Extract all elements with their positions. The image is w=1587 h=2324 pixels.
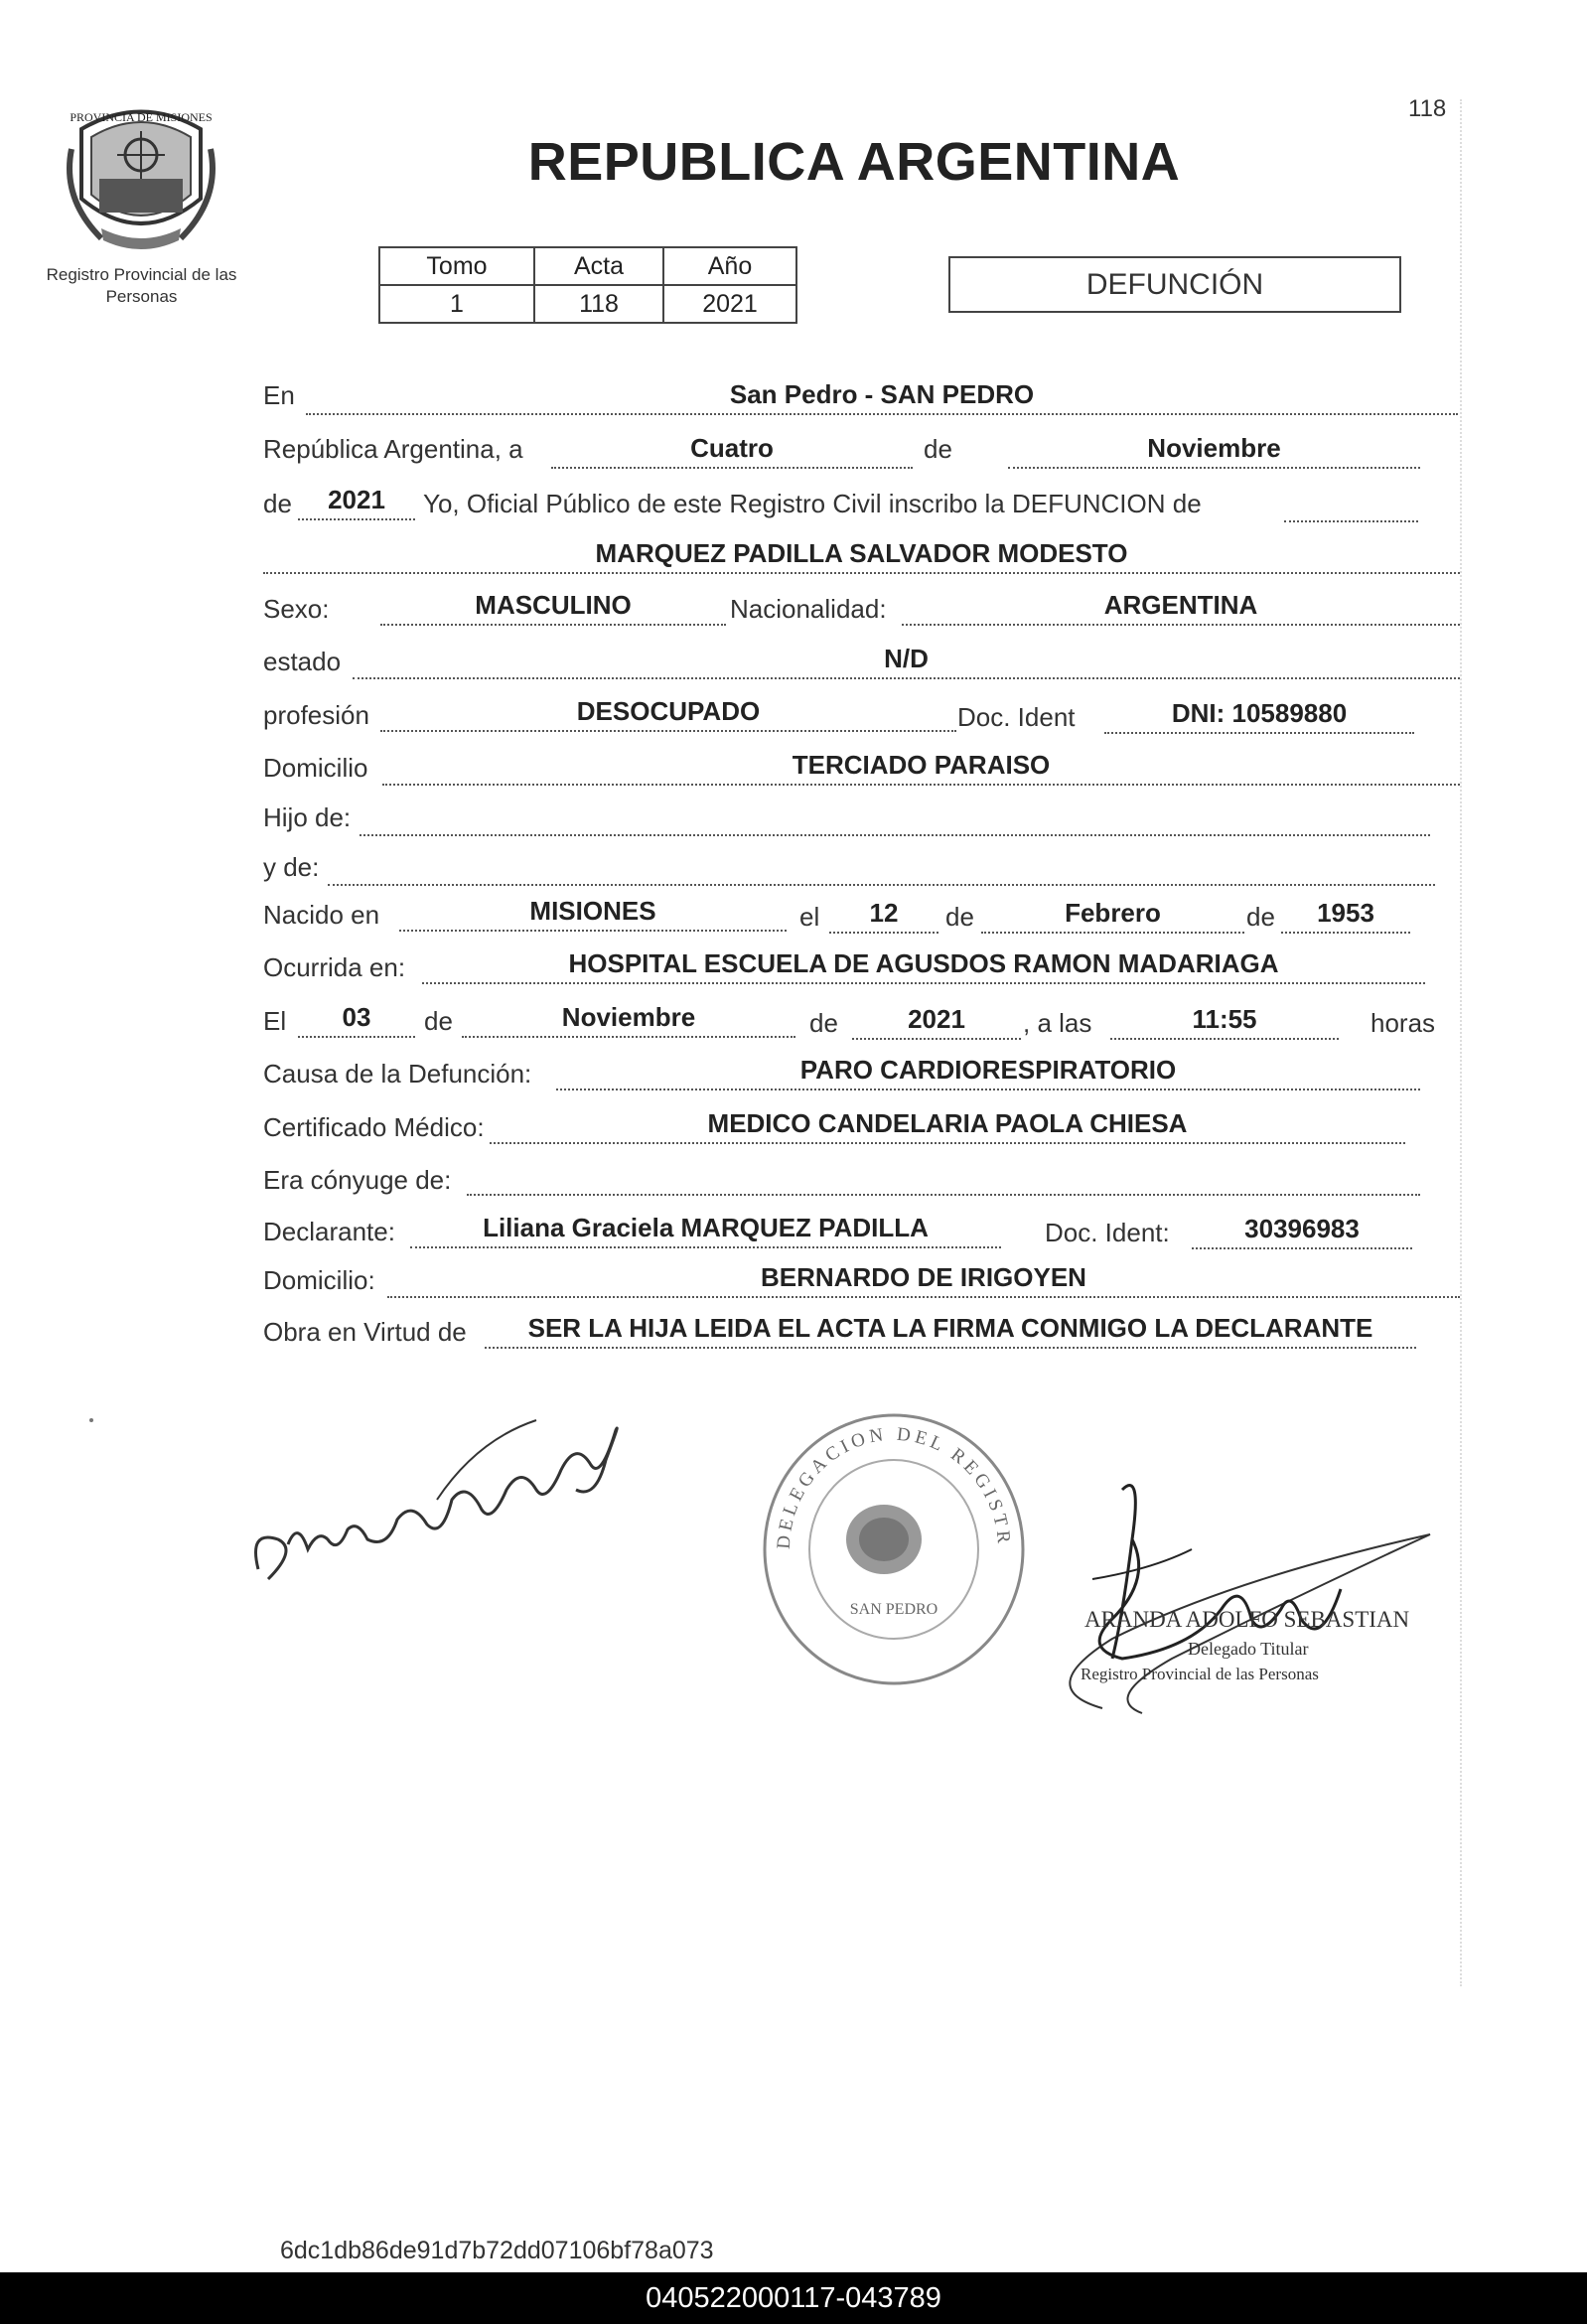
label-causa: Causa de la Defunción:	[263, 1059, 532, 1089]
field-nac-dia: 12	[829, 898, 938, 934]
field-certificado: MEDICO CANDELARIA PAOLA CHIESA	[490, 1108, 1405, 1144]
logo-top-text: PROVINCIA DE MISIONES	[70, 110, 213, 124]
page-number: 118	[1408, 95, 1447, 122]
acta-label: Acta	[534, 247, 663, 285]
field-ocurrida-en: HOSPITAL ESCUELA DE AGUSDOS RAMON MADARIAGA	[422, 948, 1425, 984]
label-de-def-anio: de	[809, 1008, 838, 1038]
label-estado: estado	[263, 647, 342, 676]
barcode-number-bar: 040522000117-043789	[0, 2272, 1587, 2324]
field-blank-continuation	[1284, 487, 1418, 522]
official-role: Delegado Titular	[1188, 1639, 1309, 1659]
field-profesion: DESOCUPADO	[380, 696, 956, 732]
label-profesion: profesión	[263, 700, 369, 730]
field-hijo-de	[360, 800, 1430, 836]
label-conyuge: Era cónyuge de:	[263, 1165, 452, 1195]
label-horas: horas	[1371, 1008, 1436, 1038]
edge-artifact	[1460, 99, 1464, 1986]
field-sexo: MASCULINO	[380, 590, 726, 626]
label-de-nac-anio: de	[1246, 902, 1275, 932]
label-doc-ident-declarante: Doc. Ident:	[1045, 1218, 1170, 1247]
label-de-def-mes: de	[424, 1006, 453, 1036]
field-estado: N/D	[353, 644, 1460, 679]
misiones-coat-of-arms	[62, 89, 220, 258]
speck	[89, 1418, 93, 1422]
label-de: de	[924, 434, 952, 464]
registry-name: Registro Provincial de las Personas	[46, 265, 237, 306]
official-office: Registro Provincial de las Personas	[1081, 1665, 1319, 1683]
anio-label: Año	[663, 247, 796, 285]
anio-value: 2021	[663, 285, 796, 323]
stamp-ring-text: DELEGACION DEL REGISTR	[773, 1423, 1015, 1550]
tomo-acta-anio-table	[378, 246, 797, 324]
tomo-label: Tomo	[379, 247, 534, 285]
field-declarante: Liliana Graciela MARQUEZ PADILLA	[410, 1213, 1001, 1248]
label-ocurrida-en: Ocurrida en:	[263, 952, 406, 982]
label-el: el	[799, 902, 820, 932]
field-nombre-difunto: MARQUEZ PADILLA SALVADOR MODESTO	[263, 538, 1460, 574]
tomo-value: 1	[379, 285, 534, 323]
label-certificado: Certificado Médico:	[263, 1112, 485, 1142]
field-def-dia: 03	[298, 1002, 415, 1038]
field-causa: PARO CARDIORESPIRATORIO	[556, 1055, 1420, 1090]
field-def-mes: Noviembre	[462, 1002, 795, 1038]
official-signature-block	[993, 1460, 1460, 1728]
field-conyuge	[467, 1160, 1420, 1196]
field-dia-texto: Cuatro	[551, 433, 913, 469]
field-nac-anio: 1953	[1281, 898, 1410, 934]
label-el-cap: El	[263, 1006, 287, 1036]
label-de-anio: de	[263, 489, 292, 518]
label-sexo: Sexo:	[263, 594, 330, 624]
label-hijo-de: Hijo de:	[263, 802, 352, 832]
field-mes: Noviembre	[1008, 433, 1420, 469]
field-nacionalidad: ARGENTINA	[902, 590, 1460, 626]
label-domicilio-declarante: Domicilio:	[263, 1265, 375, 1295]
field-nacido-en: MISIONES	[399, 896, 787, 932]
declarant-signature	[238, 1380, 636, 1599]
stamp-city: SAN PEDRO	[849, 1601, 938, 1618]
field-hora: 11:55	[1110, 1004, 1339, 1040]
label-obra: Obra en Virtud de	[263, 1317, 467, 1347]
label-de-nac-mes: de	[945, 902, 974, 932]
field-doc-declarante: 30396983	[1192, 1214, 1412, 1249]
field-domicilio: TERCIADO PARAISO	[382, 750, 1460, 786]
label-y-de: y de:	[263, 852, 320, 882]
document-hash: 6dc1db86de91d7b72dd07106bf78a073	[280, 2237, 714, 2264]
document-title: REPUBLICA ARGENTINA	[527, 132, 1181, 192]
field-anio: 2021	[298, 485, 415, 520]
label-yo-oficial: Yo, Oficial Público de este Registro Civil inscribo la DEFUNCION de	[423, 489, 1202, 518]
field-obra: SER LA HIJA LEIDA EL ACTA LA FIRMA CONMIGO LA DECLARANTE	[485, 1313, 1416, 1349]
document-type: DEFUNCIÓN	[948, 256, 1401, 313]
field-dni: DNI: 10589880	[1104, 698, 1414, 734]
acta-value: 118	[534, 285, 663, 323]
label-declarante: Declarante:	[263, 1217, 395, 1246]
label-nacido-en: Nacido en	[263, 900, 380, 930]
field-domicilio-declarante: BERNARDO DE IRIGOYEN	[387, 1262, 1460, 1298]
label-en: En	[263, 380, 295, 410]
official-name: ARANDA ADOLFO SEBASTIAN	[1084, 1607, 1410, 1632]
label-republica: República Argentina, a	[263, 434, 523, 464]
label-nacionalidad: Nacionalidad:	[730, 594, 887, 624]
field-lugar: San Pedro - SAN PEDRO	[306, 379, 1458, 415]
field-nac-mes: Febrero	[981, 898, 1244, 934]
label-a-las: , a las	[1023, 1008, 1092, 1038]
field-y-de	[328, 850, 1435, 886]
field-def-anio: 2021	[852, 1004, 1021, 1040]
label-doc-ident: Doc. Ident	[957, 702, 1076, 732]
label-domicilio: Domicilio	[263, 753, 368, 783]
